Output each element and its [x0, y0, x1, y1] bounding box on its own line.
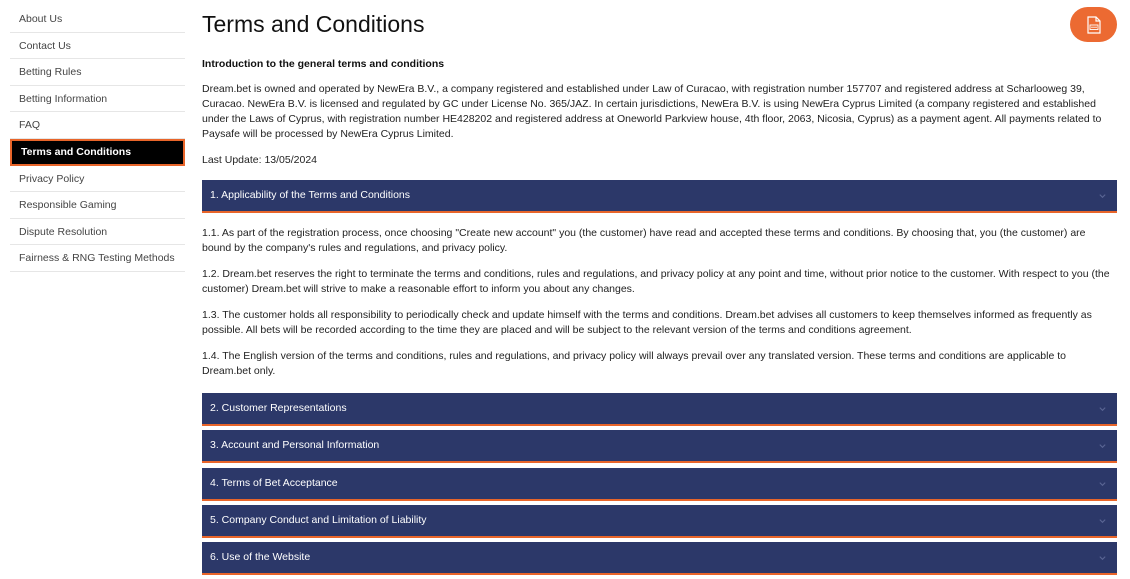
- terms-paragraph-1-3: 1.3. The customer holds all responsibility to periodically check and update himself with the terms and conditions. Dream.bet advises all customers to keep themselves informed as frequently as possible. All bets will be recorded according to the time they are placed and will be subject to the relevant version of the terms and conditions agreement.: [202, 309, 1092, 336]
- terms-paragraph-1-1: 1.1. As part of the registration process, once choosing "Create new account" you (the customer) have read and accepted these terms and conditions. By choosing that, you (the customer) are bound by the company's rules and regulations, and privacy policy.: [202, 227, 1086, 254]
- terms-paragraph-1-2: 1.2. Dream.bet reserves the right to terminate the terms and conditions, rules and regulations, and privacy policy at any point and time, without prior notice to the customer. With respect to you (the customer) Dream.bet will strive to make a reasonable effort to inform you about any changes.: [202, 268, 1110, 295]
- accordion-header-bet-acceptance[interactable]: [202, 468, 1117, 501]
- accordion-header-use-of-website[interactable]: [202, 542, 1117, 575]
- intro-heading: Introduction to the general terms and conditions: [202, 58, 445, 70]
- chevron-down-icon: [1098, 191, 1107, 200]
- sidebar-item-privacy-policy[interactable]: Privacy Policy: [10, 166, 185, 193]
- pdf-file-icon: [1087, 16, 1101, 34]
- accordion-title: 6. Use of the Website: [210, 551, 311, 563]
- sidebar-item-responsible-gaming[interactable]: Responsible Gaming: [10, 192, 185, 219]
- sidebar-item-faq[interactable]: FAQ: [10, 112, 185, 139]
- accordion-header-customer-representations[interactable]: [202, 393, 1117, 426]
- download-pdf-button[interactable]: [1070, 7, 1117, 42]
- chevron-down-icon: [1098, 404, 1107, 413]
- intro-paragraph: Dream.bet is owned and operated by NewEra B.V., a company registered and established under Law of Curacao, with registration number 157707 and registered address at Scharlooweg 39, Curacao. NewEra B.V. is licensed and regulated by GC under License No. 365/JAZ. In certain jurisdictions, NewEra B.V. is using NewEra Cyprus Limited (a company registered and established under the Laws of Cyprus, with registration number HE428202 and registered address at Oneworld Parkview house, 4th floor, 2063, Nicosia, Cyprus) as a payment agent. All payments related to Paysafe will be processed by NewEra Cyprus Limited.: [202, 83, 1102, 140]
- page-title: Terms and Conditions: [202, 11, 425, 37]
- accordion-header-account-personal-info[interactable]: [202, 430, 1117, 463]
- chevron-down-icon: [1098, 516, 1107, 525]
- last-update-text: Last Update: 13/05/2024: [202, 154, 318, 166]
- accordion-title: 4. Terms of Bet Acceptance: [210, 477, 338, 489]
- accordion-title: 5. Company Conduct and Limitation of Liability: [210, 514, 427, 526]
- sidebar-item-contact-us[interactable]: Contact Us: [10, 33, 185, 60]
- sidebar-item-betting-information[interactable]: Betting Information: [10, 86, 185, 113]
- chevron-down-icon: [1098, 479, 1107, 488]
- terms-paragraph-1-4: 1.4. The English version of the terms and conditions, rules and regulations, and privacy policy will always prevail over any translated version. These terms and conditions are applicable to Dream.bet only.: [202, 350, 1066, 377]
- accordion-body-applicability: [202, 226, 1117, 390]
- sidebar-item-terms-and-conditions[interactable]: Terms and Conditions: [10, 139, 185, 166]
- sidebar-item-betting-rules[interactable]: Betting Rules: [10, 59, 185, 86]
- accordion-title: 2. Customer Representations: [210, 402, 347, 414]
- sidebar-item-about-us[interactable]: About Us: [10, 6, 185, 33]
- accordion-header-applicability[interactable]: [202, 180, 1117, 213]
- accordion-header-company-conduct[interactable]: [202, 505, 1117, 538]
- sidebar-nav: [10, 6, 185, 272]
- sidebar-item-fairness-rng[interactable]: Fairness & RNG Testing Methods: [10, 245, 185, 272]
- accordion-title: 1. Applicability of the Terms and Conditions: [210, 189, 411, 201]
- accordion-title: 3. Account and Personal Information: [210, 439, 380, 451]
- chevron-down-icon: [1098, 553, 1107, 562]
- chevron-down-icon: [1098, 441, 1107, 450]
- sidebar-item-dispute-resolution[interactable]: Dispute Resolution: [10, 219, 185, 246]
